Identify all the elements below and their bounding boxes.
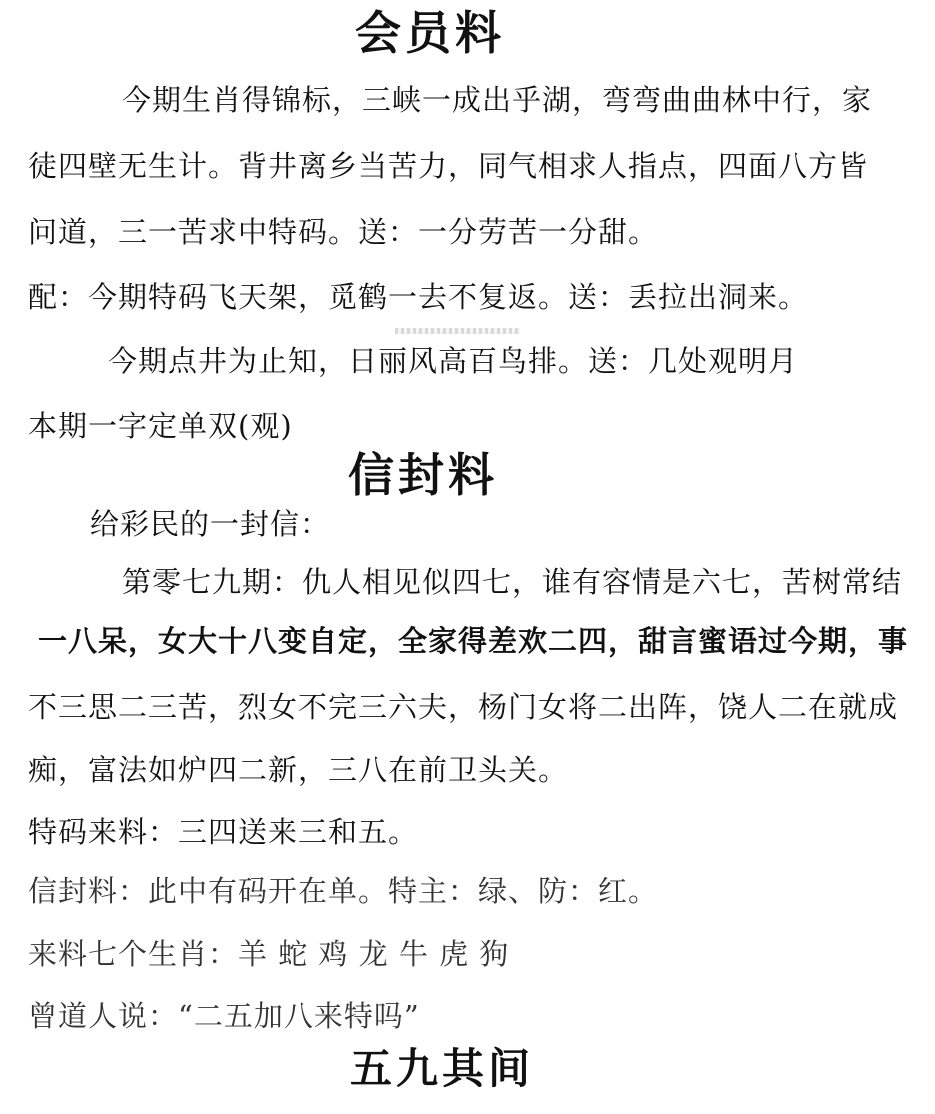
text-line: 特码来料：三四送来三和五。 bbox=[28, 815, 419, 849]
text-line: 第零七九期：仇人相见似四七，谁有容情是六七，苦树常结 bbox=[122, 565, 903, 599]
text-line: 给彩民的一封信： bbox=[90, 507, 331, 541]
scan-artifact bbox=[395, 328, 520, 334]
text-line: 信封料：此中有码开在单。特主：绿、防：红。 bbox=[28, 874, 659, 908]
text-line: 问道，三一苦求中特码。送：一分劳苦一分甜。 bbox=[28, 215, 659, 249]
section-title-envelope: 信封料 bbox=[348, 448, 498, 502]
text-line: 今期生肖得锦标，三峡一成出乎湖，弯弯曲曲林中行，家 bbox=[122, 83, 873, 117]
text-line: 徒四壁无生计。背井离乡当苦力，同气相求人指点，四面八方皆 bbox=[28, 149, 869, 183]
text-line: 一八呆，女大十八变自定，全家得差欢二四，甜言蜜语过今期，事 bbox=[38, 624, 909, 658]
section-title-period: 五九其间 bbox=[350, 1044, 535, 1093]
text-line: 来料七个生肖：羊 蛇 鸡 龙 牛 虎 狗 bbox=[28, 937, 510, 971]
text-line: 本期一字定单双(观) bbox=[28, 409, 293, 443]
text-line: 痴，富法如炉四二新，三八在前卫头关。 bbox=[28, 753, 569, 787]
text-line: 配：今期特码飞天架，觅鹤一去不复返。送：丢拉出洞来。 bbox=[28, 280, 809, 314]
text-line: 今期点井为止知，日丽风高百鸟排。送：几处观明月 bbox=[108, 344, 799, 378]
section-title-members: 会员料 bbox=[355, 6, 505, 60]
text-line: 曾道人说：“二五加八来特吗” bbox=[28, 999, 420, 1033]
text-line: 不三思二三苦，烈女不完三六夫，杨门女将二出阵，饶人二在就成 bbox=[28, 690, 899, 724]
